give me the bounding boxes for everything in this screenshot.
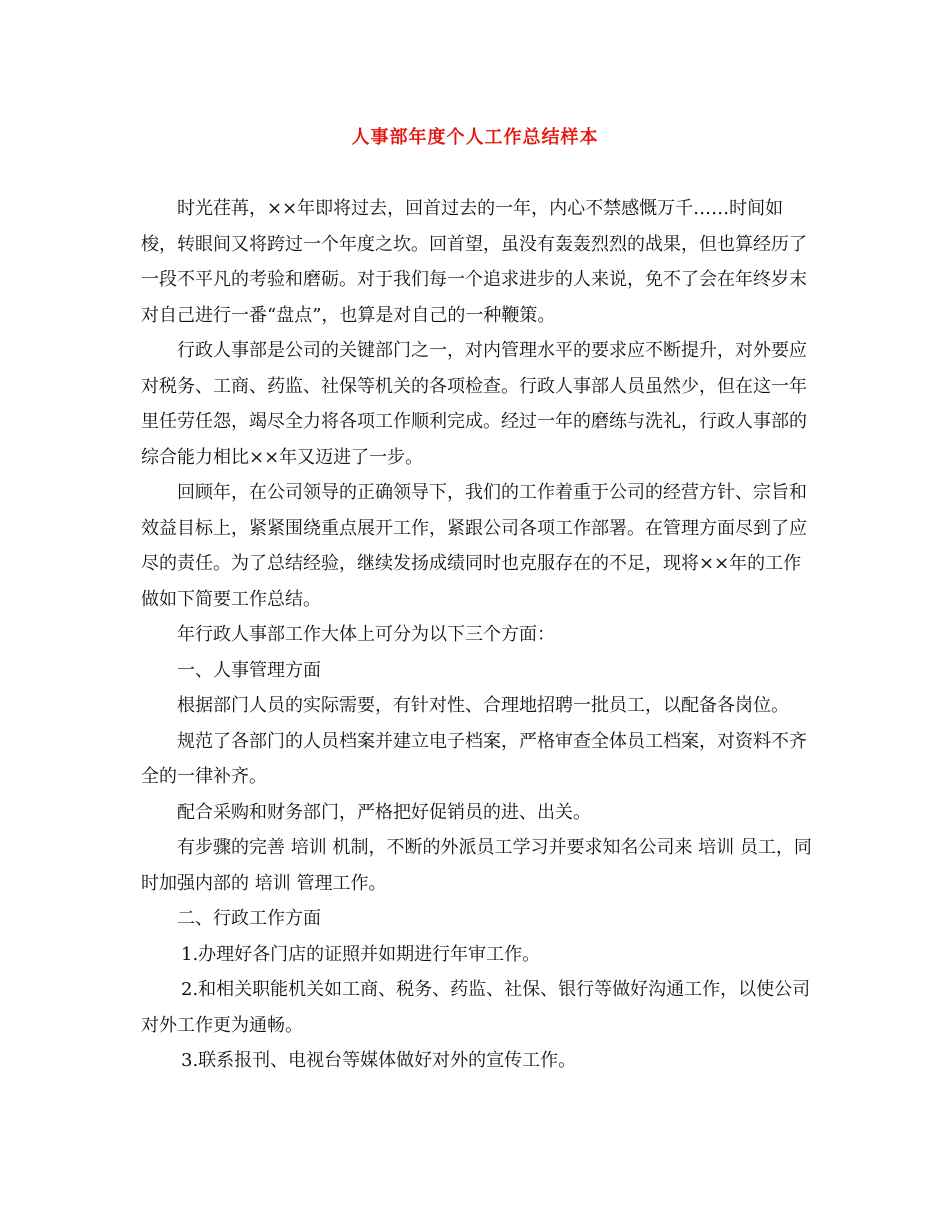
list-item-communication: 2.和相关职能机关如工商、税务、药监、社保、银行等做好沟通工作，以使公司对外工作更为通畅。 — [141, 979, 811, 1036]
document-title: 人事部年度个人工作总结样本 — [351, 127, 599, 148]
paragraph-review: 回顾年，在公司领导的正确领导下，我们的工作着重于公司的经营方针、宗旨和效益目标上，紧紧围绕重点展开工作，紧跟公司各项工作部署。在管理方面尽到了应尽的责任。为了总结经验，继续发扬成绩同时也克服存在的不足，现将××年的工作做如下简要工作总结。 — [141, 482, 807, 610]
section-heading-administration: 二、行政工作方面 — [177, 908, 321, 929]
paragraph-archives: 规范了各部门的人员档案并建立电子档案，严格审查全体员工档案，对资料不齐全的一律补齐。 — [141, 730, 807, 787]
paragraph-recruitment: 根据部门人员的实际需要，有针对性、合理地招聘一批员工，以配备各岗位。 — [177, 695, 789, 716]
list-item-publicity: 3.联系报刊、电视台等媒体做好对外的宣传工作。 — [181, 1050, 577, 1071]
paragraph-promoters: 配合采购和财务部门，严格把好促销员的进、出关。 — [177, 801, 591, 823]
paragraph-overview: 年行政人事部工作大体上可分为以下三个方面： — [177, 624, 555, 645]
list-item-licenses: 1.办理好各门店的证照并如期进行年审工作。 — [181, 943, 541, 965]
paragraph-intro: 时光荏苒，××年即将过去，回首过去的一年，内心不禁感慨万千……时间如梭，转眼间又将跨过一个年度之坎。回首望，虽没有轰轰烈烈的战果，但也算经历了一段不平凡的考验和磨砺。对于我们每一个追求进步的人来说，免不了会在年终岁末对自己进行一番“盘点”，也算是对自己的一种鞭策。 — [141, 198, 807, 326]
section-heading-personnel: 一、人事管理方面 — [177, 659, 321, 681]
paragraph-training: 有步骤的完善 培训 机制，不断的外派员工学习并要求知名公司来 培训 员工，同时加强内部的 培训 管理工作。 — [141, 837, 812, 894]
document-body — [141, 191, 815, 1079]
paragraph-department-role: 行政人事部是公司的关键部门之一，对内管理水平的要求应不断提升，对外要应对税务、工商、药监、社保等机关的各项检查。行政人事部人员虽然少，但在这一年里任劳任怨，竭尽全力将各项工作顺利完成。经过一年的磨练与洗礼，行政人事部的综合能力相比××年又迈进了一步。 — [141, 340, 807, 468]
